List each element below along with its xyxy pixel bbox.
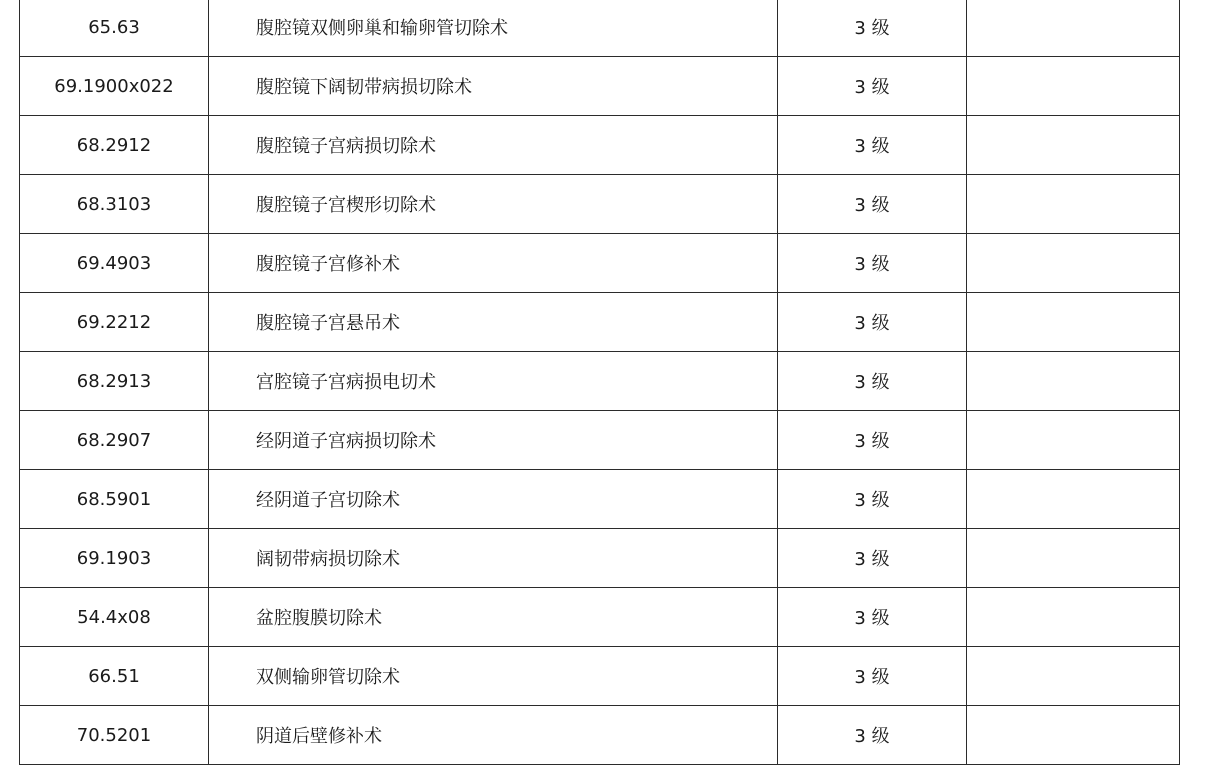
- procedure-name-cell: 双侧输卵管切除术: [209, 647, 778, 706]
- table-body: [20, 0, 1180, 765]
- procedure-name-cell: 腹腔镜下阔韧带病损切除术: [209, 57, 778, 116]
- procedure-code-cell: 65.63: [20, 0, 209, 57]
- procedure-note-cell: [967, 352, 1180, 411]
- procedure-name-cell: 腹腔镜双侧卵巢和输卵管切除术: [209, 0, 778, 57]
- procedure-level-cell: 3 级: [778, 57, 967, 116]
- table-row: [20, 706, 1180, 765]
- table-row: [20, 293, 1180, 352]
- table-row: [20, 588, 1180, 647]
- procedure-code-cell: 68.2912: [20, 116, 209, 175]
- procedure-code-cell: 68.3103: [20, 175, 209, 234]
- procedure-note-cell: [967, 0, 1180, 57]
- table-row: [20, 529, 1180, 588]
- table-row: [20, 116, 1180, 175]
- procedure-code-cell: 68.2913: [20, 352, 209, 411]
- procedure-level-cell: 3 级: [778, 588, 967, 647]
- table-row: [20, 0, 1180, 57]
- procedure-level-cell: 3 级: [778, 175, 967, 234]
- procedure-code-cell: 70.5201: [20, 706, 209, 765]
- procedure-code-cell: 69.2212: [20, 293, 209, 352]
- procedure-note-cell: [967, 647, 1180, 706]
- procedure-level-cell: 3 级: [778, 706, 967, 765]
- procedure-table: [19, 0, 1180, 765]
- procedure-level-cell: 3 级: [778, 647, 967, 706]
- procedure-level-cell: 3 级: [778, 0, 967, 57]
- procedure-note-cell: [967, 175, 1180, 234]
- procedure-level-cell: 3 级: [778, 529, 967, 588]
- procedure-name-cell: 经阴道子宫切除术: [209, 470, 778, 529]
- procedure-name-cell: 腹腔镜子宫病损切除术: [209, 116, 778, 175]
- procedure-note-cell: [967, 57, 1180, 116]
- procedure-note-cell: [967, 411, 1180, 470]
- procedure-name-cell: 经阴道子宫病损切除术: [209, 411, 778, 470]
- procedure-note-cell: [967, 529, 1180, 588]
- procedure-note-cell: [967, 706, 1180, 765]
- procedure-code-cell: 69.1903: [20, 529, 209, 588]
- procedure-name-cell: 阴道后壁修补术: [209, 706, 778, 765]
- procedure-code-cell: 69.4903: [20, 234, 209, 293]
- table-row: [20, 470, 1180, 529]
- procedure-table-container: [19, 0, 1180, 765]
- table-row: [20, 57, 1180, 116]
- procedure-code-cell: 66.51: [20, 647, 209, 706]
- procedure-name-cell: 宫腔镜子宫病损电切术: [209, 352, 778, 411]
- procedure-level-cell: 3 级: [778, 470, 967, 529]
- procedure-level-cell: 3 级: [778, 116, 967, 175]
- procedure-level-cell: 3 级: [778, 352, 967, 411]
- procedure-name-cell: 腹腔镜子宫悬吊术: [209, 293, 778, 352]
- table-row: [20, 234, 1180, 293]
- procedure-code-cell: 54.4x08: [20, 588, 209, 647]
- procedure-name-cell: 腹腔镜子宫楔形切除术: [209, 175, 778, 234]
- procedure-code-cell: 69.1900x022: [20, 57, 209, 116]
- procedure-level-cell: 3 级: [778, 234, 967, 293]
- table-row: [20, 352, 1180, 411]
- procedure-note-cell: [967, 116, 1180, 175]
- table-row: [20, 411, 1180, 470]
- procedure-code-cell: 68.5901: [20, 470, 209, 529]
- procedure-note-cell: [967, 293, 1180, 352]
- procedure-note-cell: [967, 470, 1180, 529]
- procedure-level-cell: 3 级: [778, 293, 967, 352]
- table-row: [20, 175, 1180, 234]
- procedure-name-cell: 盆腔腹膜切除术: [209, 588, 778, 647]
- procedure-name-cell: 腹腔镜子宫修补术: [209, 234, 778, 293]
- procedure-name-cell: 阔韧带病损切除术: [209, 529, 778, 588]
- table-row: [20, 647, 1180, 706]
- procedure-note-cell: [967, 588, 1180, 647]
- procedure-level-cell: 3 级: [778, 411, 967, 470]
- procedure-code-cell: 68.2907: [20, 411, 209, 470]
- procedure-note-cell: [967, 234, 1180, 293]
